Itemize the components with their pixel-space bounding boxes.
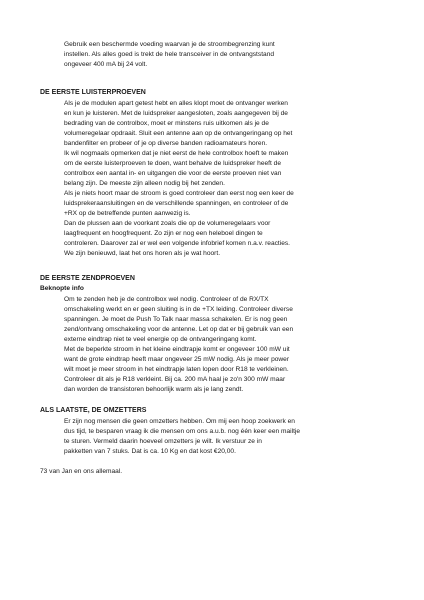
- text-line: Controleer dit als je R18 verkleint. Bij ca. 200 mA haal je zo'n 300 mW maar: [64, 376, 286, 383]
- text-line: controlbox een aantal in- en uitgangen die voor de eerste proeven niet van: [64, 170, 282, 177]
- closing-line: 73 van Jan en ons allemaal.: [40, 468, 123, 475]
- text-line: pakketten van 7 stuks. Dat is ca. 10 Kg en dat kost €20,00.: [64, 448, 236, 455]
- text-line: Dan de plussen aan de voorkant zoals die op de volumeregelaars voor: [64, 220, 271, 227]
- text-line: controleren. Daarover zal er wel een volgende infobrief komen n.a.v. reacties.: [64, 240, 291, 247]
- text-line: Er zijn nog mensen die geen omzetters hebben. Om mij een hoop zoekwerk en: [64, 418, 295, 425]
- transmitting-paragraph: [40, 295, 414, 395]
- text-line: zend/ontvang omschakeling voor de antenne. Let op dat er bij gebruik van een: [64, 326, 294, 333]
- text-line: spanningen. Je moet de Push To Talk naar massa schakelen. Er is nog geen: [64, 316, 288, 323]
- section-heading-converters: ALS LAATSTE, DE OMZETTERS: [40, 407, 147, 414]
- text-line: Ik wil nogmaals opmerken dat je niet eerst de hele controlbox hoeft te maken: [64, 150, 289, 157]
- text-line: We zijn benieuwd, laat het ons horen als je wat hoort.: [64, 250, 221, 257]
- text-line: want de grote eindtrap heeft maar ongeveer 25 mW nodig. Als je meer power: [64, 356, 290, 363]
- text-line: om de eerste luisterproeven te doen, want behalve de luidspreker heeft de: [64, 160, 281, 167]
- intro-paragraph: [40, 40, 414, 70]
- text-line: luidsprekeraansluitingen en de verschillende spanningen, en controleer of de: [64, 200, 289, 207]
- intro-line: Gebruik een beschermde voeding waarvan je de stroombegrenzing kunt: [64, 41, 275, 48]
- text-line: Met de beperkte stroom in het kleine eindtrapje komt er ongeveer 100 mW uit: [64, 346, 290, 353]
- text-line: externe eindtrap niet te veel energie op de ontvangeringang komt.: [64, 336, 257, 343]
- intro-line: instellen. Als alles goed is trekt de hele transceiver in de ontvangststand: [64, 51, 275, 58]
- text-line: belang zijn. De meeste zijn alleen nodig bij het zenden.: [64, 180, 225, 187]
- text-line: dus tijd, te besparen vraag ik die mensen om ons a.u.b. nog één keer een mailtje: [64, 428, 301, 435]
- text-line: Als je niets hoort maar de stroom is goed controleer dan eerst nog een keer de: [64, 190, 294, 197]
- text-line: Om te zenden heb je de controlbox wel nodig. Controleer of de RX/TX: [64, 296, 269, 303]
- text-line: bedrading van de controlbox, moet er minstens ruis uitkomen als je de: [64, 120, 269, 127]
- text-line: dan worden de transistoren behoorlijk warm als je lang zendt.: [64, 386, 244, 393]
- text-line: +RX op de betreffende punten aanwezig is.: [64, 210, 191, 217]
- text-line: te sturen. Vermeld daarin hoeveel omzetters je wilt. Ik verstuur ze in: [64, 438, 262, 445]
- section-subheading: Beknopte info: [40, 285, 84, 292]
- section-heading-listening: DE EERSTE LUISTERPROEVEN: [40, 89, 146, 96]
- text-line: bandenfilter en probeer of je op diverse banden radioamateurs horen.: [64, 140, 268, 147]
- listening-paragraph: [40, 99, 414, 259]
- text-line: wilt moet je meer stroom in het eindtrapje laten lopen door R18 te verkleinen.: [64, 366, 289, 373]
- converters-paragraph: [40, 417, 414, 457]
- text-line: volumeregelaar opdraait. Sluit een antenne aan op de ontvangeringang op het: [64, 130, 293, 137]
- text-line: Als je de modulen apart getest hebt en alles klopt moet de ontvanger werken: [64, 100, 288, 107]
- text-line: laagfrequent en hoogfrequent. Zo zijn er nog een heleboel dingen te: [64, 230, 263, 237]
- intro-line: ongeveer 400 mA bij 24 volt.: [64, 61, 148, 68]
- text-line: omschakeling werkt en er geen sluiting is in de +TX leiding. Controleer diverse: [64, 306, 293, 313]
- section-heading-transmitting: DE EERSTE ZENDPROEVEN: [40, 275, 135, 282]
- text-line: en kun je luisteren. Met de luidspreker aangesloten, zoals aangegeven bij de: [64, 110, 288, 117]
